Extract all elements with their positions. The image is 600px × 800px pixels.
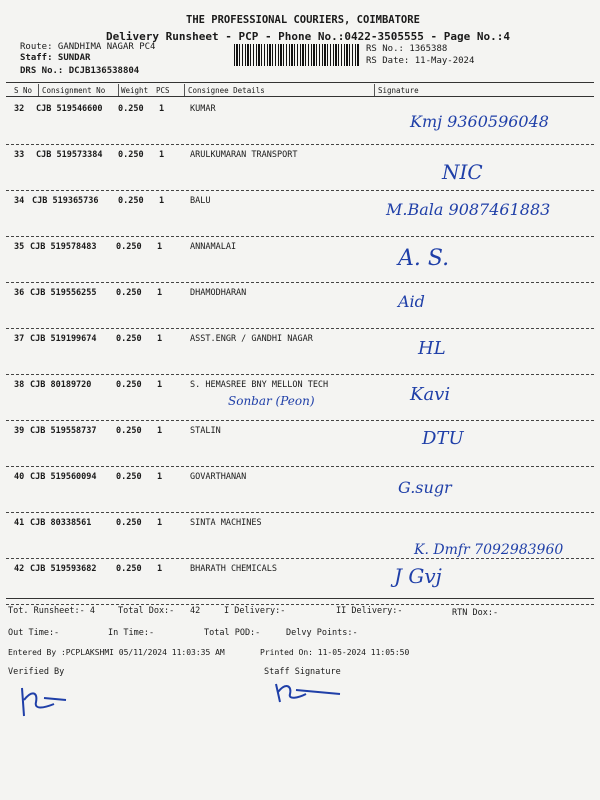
row-consignee: ANNAMALAI (190, 242, 237, 252)
row-consignment: CJB 519365736 (32, 196, 99, 206)
row-consignment: CJB 519573384 (36, 150, 103, 160)
row-weight: 0.250 (116, 288, 142, 298)
row-sno: 37 (14, 334, 25, 344)
row-divider (6, 190, 594, 191)
header-bottom-rule (6, 96, 594, 97)
row-sno: 42 (14, 564, 25, 574)
col-pcs: PCS (156, 86, 170, 95)
i-delivery: I Delivery:- (224, 606, 286, 616)
table-row (6, 150, 596, 196)
row-consignee: KUMAR (190, 104, 216, 114)
row-pcs: 1 (159, 104, 165, 114)
row-signature: J Gvj (394, 564, 442, 588)
row-divider (6, 558, 594, 559)
in-time: In Time:- (108, 628, 155, 638)
row-signature: HL (418, 338, 446, 359)
row-consignment: CJB 519199674 (30, 334, 97, 344)
row-consignment: CJB 80338561 (30, 518, 92, 528)
row-weight: 0.250 (116, 564, 142, 574)
row-pcs: 1 (157, 518, 163, 528)
row-weight: 0.250 (116, 242, 142, 252)
table-row (6, 196, 596, 242)
row-sno: 35 (14, 242, 25, 252)
row-consignee: STALIN (190, 426, 221, 436)
ii-delivery: II Delivery:- (336, 606, 403, 616)
delvy-points: Delvy Points:- (286, 628, 358, 638)
row-pcs: 1 (157, 564, 163, 574)
col-divider (38, 84, 39, 96)
row-pcs: 1 (157, 426, 163, 436)
barcode (234, 44, 360, 66)
row-pcs: 1 (157, 288, 163, 298)
row-consignment: CJB 519556255 (30, 288, 97, 298)
row-weight: 0.250 (118, 104, 144, 114)
row-signature: Aid (398, 292, 425, 311)
row-weight: 0.250 (116, 426, 142, 436)
row-consignment: CJB 519560094 (30, 472, 97, 482)
row-divider (6, 512, 594, 513)
row-sno: 34 (14, 196, 25, 206)
row-weight: 0.250 (118, 150, 144, 160)
row-divider (6, 328, 594, 329)
total-dox-value: 42 (190, 606, 201, 616)
rs-date: RS Date: 11-May-2024 (366, 56, 475, 66)
rs-number: RS No.: 1365388 (366, 44, 448, 54)
drs-number: DRS No.: DCJB136538804 (20, 66, 140, 76)
row-consignee: GOVARTHANAN (190, 472, 247, 482)
row-signature: G.sugr (398, 478, 452, 497)
footer-rule (6, 598, 594, 599)
row-pcs: 1 (157, 242, 163, 252)
row-weight: 0.250 (116, 472, 142, 482)
row-sno: 39 (14, 426, 25, 436)
header-top-rule (6, 82, 594, 83)
out-time: Out Time:- (8, 628, 60, 638)
row-signature: K. Dmfr 7092983960 (414, 542, 564, 558)
company-name: THE PROFESSIONAL COURIERS, COIMBATORE (186, 14, 420, 26)
row-consignee: ASST.ENGR / GANDHI NAGAR (190, 334, 313, 344)
row-consignment: CJB 519593682 (30, 564, 97, 574)
total-dox-label: Total Dox:- (118, 606, 175, 616)
row-consignment: CJB 519578483 (30, 242, 97, 252)
row-consignee: BHARATH CHEMICALS (190, 564, 277, 574)
row-weight: 0.250 (118, 196, 144, 206)
row-divider (6, 282, 594, 283)
row-pcs: 1 (159, 150, 165, 160)
staff-signature-label: Staff Signature (264, 667, 341, 677)
row-pcs: 1 (157, 472, 163, 482)
row-weight: 0.250 (116, 380, 142, 390)
row-sno: 32 (14, 104, 25, 114)
row-sno: 38 (14, 380, 25, 390)
entered-by: Entered By :PCPLAKSHMI 05/11/2024 11:03:35 AM (8, 648, 225, 657)
row-weight: 0.250 (116, 334, 142, 344)
col-consignment: Consignment No (42, 86, 106, 95)
row-consignment: CJB 80189720 (30, 380, 92, 390)
row-consignment: CJB 519558737 (30, 426, 97, 436)
row-signature: NIC (442, 160, 483, 184)
row-signature: Kavi (410, 384, 451, 405)
row-consignment: CJB 519546600 (36, 104, 103, 114)
row-consignee: DHAMODHARAN (190, 288, 247, 298)
row-divider (6, 604, 594, 605)
row-handwritten-note: Sonbar (Peon) (228, 394, 315, 408)
col-consignee: Consignee Details (188, 86, 265, 95)
tot-runsheet: Tot. Runsheet:- 4 (8, 606, 95, 616)
runsheet-title: Delivery Runsheet - PCP - Phone No.:0422-3505555 - Page No.:4 (106, 30, 510, 43)
col-signature: Signature (378, 86, 419, 95)
verifier-signature-mark (14, 680, 74, 720)
row-sno: 36 (14, 288, 25, 298)
row-weight: 0.250 (116, 518, 142, 528)
table-row (6, 472, 596, 518)
staff-label: Staff: SUNDAR (20, 53, 91, 63)
row-divider (6, 236, 594, 237)
row-sno: 40 (14, 472, 25, 482)
total-pod: Total POD:- (204, 628, 261, 638)
table-row (6, 242, 596, 288)
verified-by: Verified By (8, 667, 65, 677)
col-sno: S No (14, 86, 33, 95)
table-row (6, 518, 596, 564)
row-sno: 33 (14, 150, 25, 160)
table-row (6, 426, 596, 472)
row-consignee: ARULKUMARAN TRANSPORT (190, 150, 298, 160)
table-row (6, 334, 596, 380)
row-signature: DTU (422, 428, 464, 449)
col-divider (374, 84, 375, 96)
table-row (6, 104, 596, 150)
row-divider (6, 466, 594, 467)
row-signature: M.Bala 9087461883 (386, 200, 551, 219)
row-consignee: SINTA MACHINES (190, 518, 262, 528)
row-pcs: 1 (157, 334, 163, 344)
col-divider (118, 84, 119, 96)
table-row (6, 564, 596, 610)
row-signature: A. S. (398, 246, 450, 271)
row-consignee: S. HEMASREE BNY MELLON TECH (190, 380, 329, 390)
row-signature: Kmj 9360596048 (410, 112, 549, 131)
row-pcs: 1 (157, 380, 163, 390)
rtn-dox: RTN Dox:- (452, 608, 499, 618)
row-pcs: 1 (159, 196, 165, 206)
row-consignee: BALU (190, 196, 211, 206)
table-row (6, 380, 596, 426)
row-divider (6, 144, 594, 145)
printed-on: Printed On: 11-05-2024 11:05:50 (260, 648, 410, 657)
col-weight: Weight (121, 86, 149, 95)
col-divider (184, 84, 185, 96)
table-row (6, 288, 596, 334)
row-divider (6, 420, 594, 421)
route-label: Route: GANDHIMA NAGAR PC4 (20, 42, 156, 52)
row-sno: 41 (14, 518, 25, 528)
row-divider (6, 374, 594, 375)
staff-signature-mark (270, 676, 350, 706)
